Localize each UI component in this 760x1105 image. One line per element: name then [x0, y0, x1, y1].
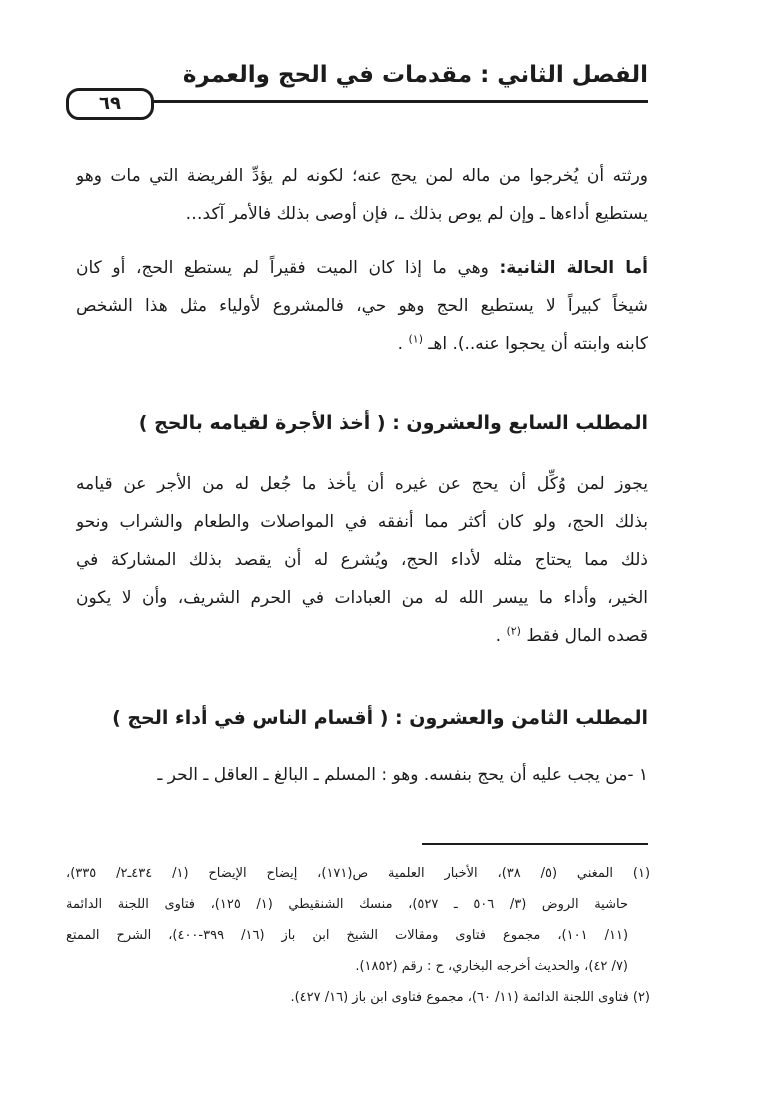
- section-28-heading: المطلب الثامن والعشرون : ( أقسام الناس في أداء الحج ): [112, 707, 648, 729]
- section-27-heading: المطلب السابع والعشرون : ( أخذ الأجرة لقيامه بالحج ): [138, 412, 648, 434]
- footnote-1-line-1: (١) المغني (٥/ ٣٨)، الأخبار العلمية ص(١٧١)، إيضاح الإيضاح (١/ ٤٣٤ـ٢/ ٣٣٥)،: [66, 866, 650, 881]
- footnote-1-line-4: (٧/ ٤٢)، والحديث أخرجه البخاري، ح : رقم (١٨٥٢).: [355, 959, 628, 974]
- section-28-line-1: ١ -من يجب عليه أن يحج بنفسه. وهو : المسلم ـ البالغ ـ العاقل ـ الحر ـ: [157, 765, 648, 785]
- section-27-text-5: قصده المال فقط: [526, 626, 648, 646]
- section-27-line-2: بذلك الحج، ولو كان أكثر مما أنفقه في المواصلات والطعام والشراب ونحو: [76, 512, 648, 532]
- case-two-label: أما الحالة الثانية:: [499, 258, 648, 278]
- section-27-line-3: ذلك مما يحتاج مثله لأداء الحج، ويُشرع له أن يقصد بذلك المشاركة في: [76, 550, 648, 570]
- footnotes: [66, 858, 650, 1013]
- section-27-paragraph: [76, 465, 648, 655]
- footnote-separator: [422, 843, 648, 845]
- footnote-ref-1[interactable]: (١): [408, 332, 423, 346]
- section-27-line-5: [76, 617, 648, 655]
- case-two-line-3: [76, 325, 648, 363]
- section-27-end: .: [495, 626, 502, 646]
- footnote-1-line-2: حاشية الروض (٣/ ٥٠٦ ـ ٥٢٧)، منسك الشنقيطي (١/ ١٢٥)، فتاوى اللجنة الدائمة: [66, 897, 628, 912]
- section-27-line-1: يجوز لمن وُكِّل أن يحج عن غيره أن يأخذ ما جُعل له من الأجر عن قيامه: [76, 474, 648, 494]
- section-27-line-4: الخير، وأداء ما ييسر الله له من العبادات في الحرم الشريف، وأن لا يكون: [76, 588, 648, 608]
- section-28-paragraph: [76, 756, 648, 794]
- footnote-2: (٢) فتاوى اللجنة الدائمة (١١/ ٦٠)، مجموع فتاوى ابن باز (١٦/ ٤٢٧).: [290, 990, 650, 1005]
- chapter-running-head: الفصل الثاني : مقدمات في الحج والعمرة: [182, 62, 648, 88]
- opening-paragraph: [76, 157, 648, 233]
- header-rule: [150, 100, 648, 103]
- case-two-text-1: وهي ما إذا كان الميت فقيراً لم يستطع الحج، أو كان: [76, 258, 489, 278]
- case-two-line-2: شيخاً كبيراً لا يستطيع الحج وهو حي، فالمشروع لأولياء مثل هذا الشخص: [76, 296, 648, 316]
- opening-line-2: يستطيع أداءها ـ وإن لم يوص بذلك ـ، فإن أوصى بذلك فالأمر آكد…: [185, 204, 648, 224]
- page-number-badge: ٦٩: [66, 88, 154, 120]
- case-two-end: .: [397, 334, 404, 354]
- case-two-line-1: [76, 249, 648, 287]
- footnote-ref-2[interactable]: (٢): [506, 624, 521, 638]
- opening-line-1: ورثته أن يُخرجوا من ماله لمن يحج عنه؛ لكونه لم يؤدِّ الفريضة التي مات وهو: [76, 166, 648, 186]
- case-two-paragraph: [76, 249, 648, 363]
- footnote-1-line-3: (١١/ ١٠١)، مجموع فتاوى ومقالات الشيخ ابن باز (١٦/ ٣٩٩-٤٠٠)، الشرح الممتع: [66, 928, 629, 943]
- case-two-text-3: كابنه وابنته أن يحجوا عنه..). اهـ: [428, 334, 648, 354]
